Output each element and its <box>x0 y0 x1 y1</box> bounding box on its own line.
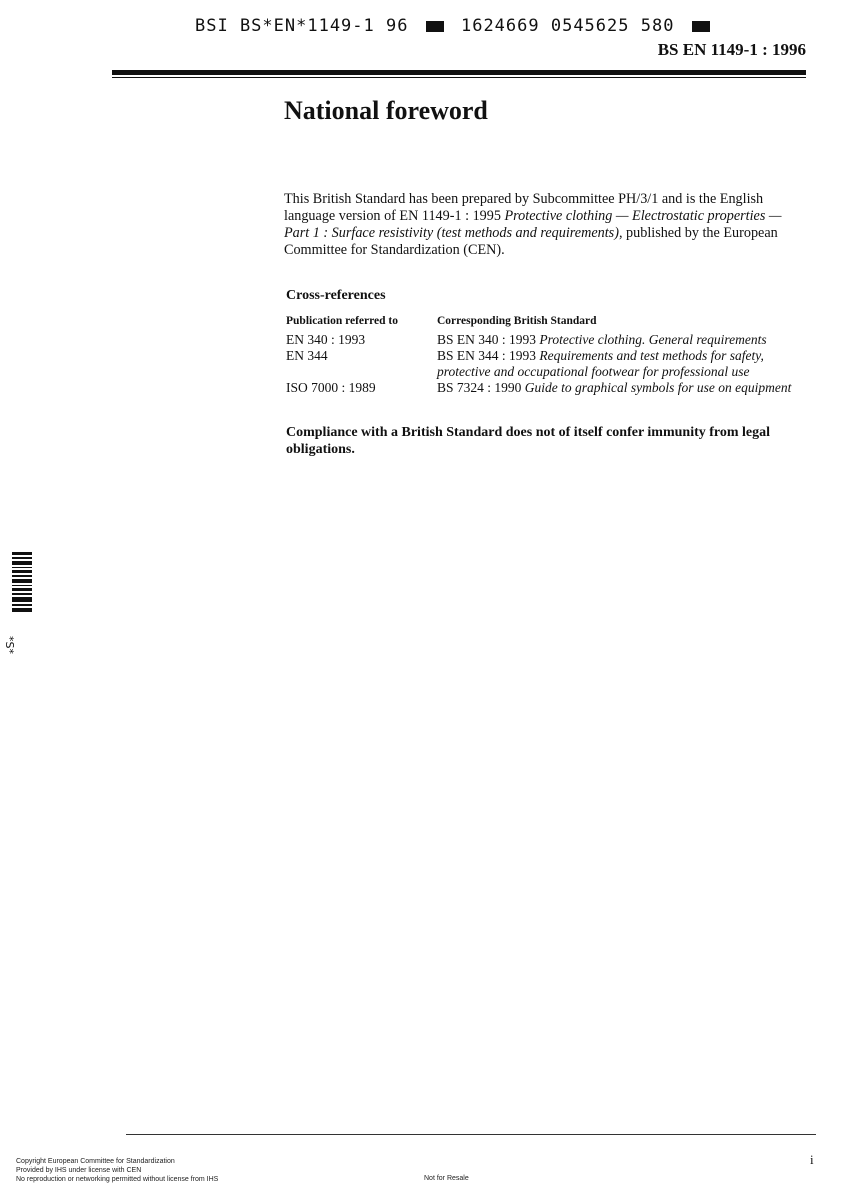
intro-text-a: This British Standard has been prepared by Subcommittee PH/3/1 and is the English language version of EN 1149-1 : 1995 <box>284 191 764 224</box>
intro-text-c: , published by the European Committee for Standardization (CEN). <box>284 225 778 258</box>
compliance-statement: Compliance with a British Standard does not of itself confer immunity from legal obligations. <box>286 425 771 457</box>
column-header-british-standard: Corresponding British Standard <box>437 315 597 327</box>
table-row-bs <box>437 348 807 380</box>
table-row-pub: EN 344 <box>286 348 328 363</box>
page-number: i <box>810 1152 814 1167</box>
code-block-mark <box>692 21 710 32</box>
document-code-line <box>195 16 716 36</box>
header-rule-thin <box>112 77 806 78</box>
footer-line: Provided by IHS under license with CEN <box>16 1167 142 1174</box>
barcode-icon <box>12 552 32 612</box>
cross-references-heading: Cross-references <box>286 288 386 303</box>
standard-number: BS EN 1149-1 : 1996 <box>657 40 806 59</box>
table-row-pub: EN 340 : 1993 <box>286 332 366 347</box>
intro-paragraph <box>284 191 804 259</box>
footer-resale: Not for Resale <box>424 1175 469 1182</box>
header-rule-thick <box>112 70 806 75</box>
table-row-bs <box>437 332 807 348</box>
footer-rule <box>126 1134 816 1135</box>
side-mark: *S* <box>3 636 16 654</box>
bs-ref: BS EN 344 : 1993 <box>437 348 540 363</box>
code-part-1: BSI BS*EN*1149-1 96 <box>195 16 409 36</box>
bs-ref: BS EN 340 : 1993 <box>437 332 540 347</box>
bs-title: Protective clothing. General requirements <box>539 332 767 347</box>
table-row-pub: ISO 7000 : 1989 <box>286 380 376 395</box>
bs-title: Requirements and test methods for safety, protective and occupational footwear for professional use <box>437 348 764 379</box>
bs-ref: BS 7324 : 1990 <box>437 380 525 395</box>
column-header-publication: Publication referred to <box>286 315 398 327</box>
code-block-mark <box>426 21 444 32</box>
bs-title: Guide to graphical symbols for use on equipment <box>524 380 792 395</box>
code-part-2: 1624669 0545625 580 <box>460 16 675 36</box>
footer-line: No reproduction or networking permitted without license from IHS <box>16 1176 219 1183</box>
table-row-bs <box>437 380 807 396</box>
page-title: National foreword <box>284 96 488 125</box>
footer-copyright <box>16 1157 218 1184</box>
footer-line: Copyright European Committee for Standardization <box>16 1158 175 1165</box>
intro-italic-title: Protective clothing — Electrostatic properties — Part 1 : Surface resistivity (test methods and requirements) <box>284 208 782 241</box>
